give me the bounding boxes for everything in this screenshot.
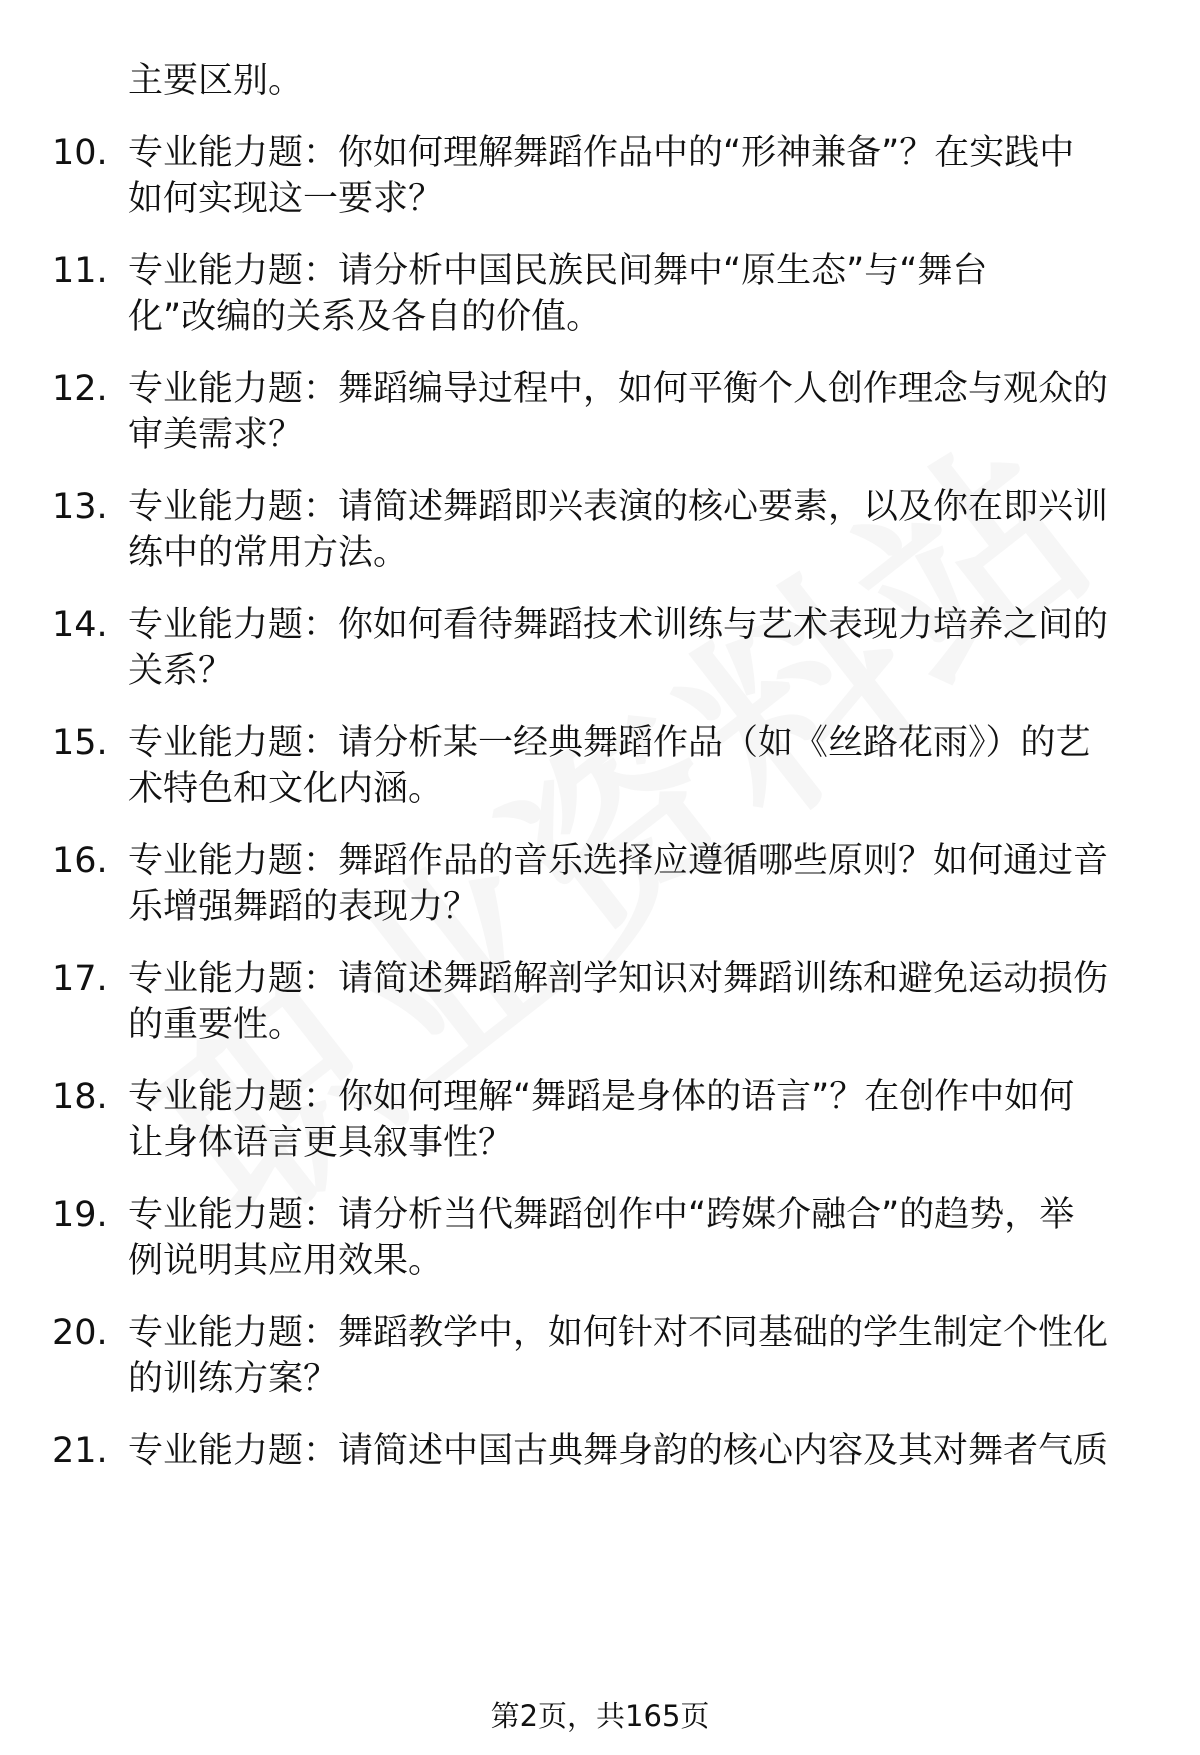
question-line: 专业能力题：请简述舞蹈解剖学知识对舞蹈训练和避免运动损伤 (128, 959, 1109, 999)
question-line: 化”改编的关系及各自的价值。 (128, 297, 602, 337)
continuation-text: 主要区别。 (128, 61, 304, 101)
question-number: 19. (52, 1195, 108, 1235)
question-line: 关系？ (128, 651, 234, 691)
question-line: 专业能力题：舞蹈教学中，如何针对不同基础的学生制定个性化 (128, 1313, 1109, 1353)
question-line: 专业能力题：舞蹈作品的音乐选择应遵循哪些原则？如何通过音 (128, 841, 1109, 881)
question-number: 11. (52, 251, 108, 291)
question-line: 专业能力题：你如何看待舞蹈技术训练与艺术表现力培养之间的 (128, 605, 1109, 645)
question-line: 练中的常用方法。 (128, 533, 409, 573)
question-number: 10. (52, 133, 108, 173)
question-line: 专业能力题：请简述舞蹈即兴表演的核心要素，以及你在即兴训 (128, 487, 1109, 527)
question-line: 术特色和文化内涵。 (128, 769, 444, 809)
question-number: 17. (52, 959, 108, 999)
question-line: 专业能力题：你如何理解“舞蹈是身体的语言”？在创作中如何 (128, 1077, 1075, 1117)
question-line: 专业能力题：你如何理解舞蹈作品中的“形神兼备”？在实践中 (128, 133, 1075, 173)
question-line: 专业能力题：请分析中国民族民间舞中“原生态”与“舞台 (128, 251, 988, 291)
question-number: 14. (52, 605, 108, 645)
question-line: 专业能力题：请简述中国古典舞身韵的核心内容及其对舞者气质 (128, 1431, 1109, 1471)
question-line: 例说明其应用效果。 (128, 1241, 444, 1281)
question-line: 的训练方案？ (128, 1359, 339, 1399)
question-number: 18. (52, 1077, 108, 1117)
question-number: 15. (52, 723, 108, 763)
question-line: 专业能力题：请分析当代舞蹈创作中“跨媒介融合”的趋势，举 (128, 1195, 1075, 1235)
question-line: 专业能力题：舞蹈编导过程中，如何平衡个人创作理念与观众的 (128, 369, 1109, 409)
question-line: 让身体语言更具叙事性？ (128, 1123, 514, 1163)
question-line: 审美需求？ (128, 415, 304, 455)
question-line: 如何实现这一要求？ (128, 179, 444, 219)
question-number: 20. (52, 1313, 108, 1353)
question-number: 21. (52, 1431, 108, 1471)
question-number: 13. (52, 487, 108, 527)
question-number: 16. (52, 841, 108, 881)
page-footer: 第2页，共165页 (490, 1699, 710, 1733)
question-line: 乐增强舞蹈的表现力？ (128, 887, 479, 927)
question-line: 的重要性。 (128, 1005, 304, 1045)
question-number: 12. (52, 369, 108, 409)
question-line: 专业能力题：请分析某一经典舞蹈作品（如《丝路花雨》）的艺 (128, 723, 1091, 763)
